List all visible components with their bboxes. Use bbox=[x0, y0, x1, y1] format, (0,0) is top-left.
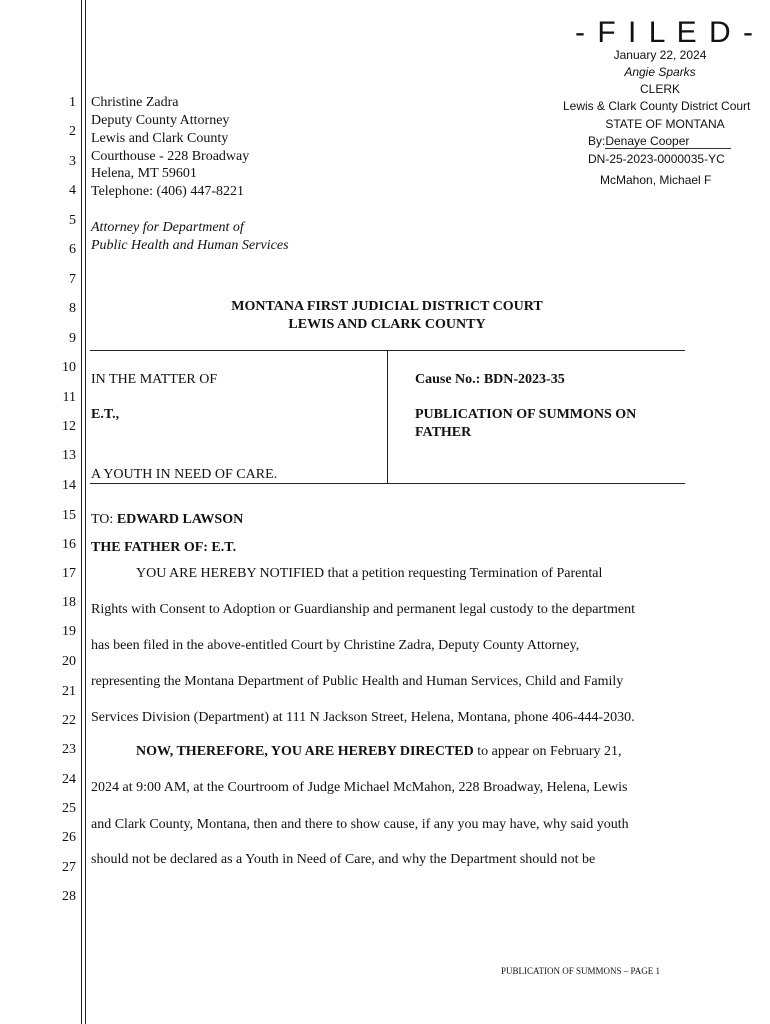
addressee bbox=[91, 511, 243, 529]
line-number: 28 bbox=[62, 889, 76, 904]
attorney-address2: Helena, MT 59601 bbox=[91, 166, 197, 181]
clerk-title: CLERK bbox=[639, 82, 680, 96]
clerk-judge: McMahon, Michael F bbox=[600, 173, 712, 187]
clerk-name: Angie Sparks bbox=[624, 65, 696, 79]
line-number: 12 bbox=[62, 419, 76, 434]
line-number: 19 bbox=[62, 624, 76, 639]
line-number: 5 bbox=[69, 213, 76, 228]
clerk-by bbox=[588, 134, 731, 148]
line-number: 18 bbox=[62, 595, 76, 610]
left-margin-rule-outer bbox=[81, 0, 82, 1024]
document-title-line1: PUBLICATION OF SUMMONS ON bbox=[415, 407, 637, 422]
line-number: 27 bbox=[62, 860, 76, 875]
attorney-for-line1: Attorney for Department of bbox=[91, 220, 244, 235]
left-margin-rule-inner bbox=[85, 0, 86, 1024]
addressee-relation: THE FATHER OF: E.T. bbox=[91, 540, 237, 555]
line-number: 25 bbox=[62, 801, 76, 816]
line-number: 3 bbox=[69, 154, 76, 169]
line-number: 13 bbox=[62, 448, 76, 463]
clerk-court: Lewis & Clark County District Court bbox=[563, 99, 751, 113]
attorney-office: Lewis and Clark County bbox=[91, 131, 229, 146]
line-number: 21 bbox=[62, 684, 76, 699]
page-footer: PUBLICATION OF SUMMONS – PAGE 1 bbox=[501, 966, 660, 976]
line-number: 22 bbox=[62, 713, 76, 728]
line-number: 9 bbox=[69, 331, 76, 346]
line-number: 14 bbox=[62, 478, 76, 493]
para2-directive: NOW, THEREFORE, YOU ARE HEREBY DIRECTED bbox=[136, 744, 474, 759]
clerk-state: STATE OF MONTANA bbox=[605, 117, 725, 131]
attorney-title: Deputy County Attorney bbox=[91, 113, 230, 128]
line-number: 2 bbox=[69, 124, 76, 139]
para2-line1-rest: to appear on February 21, bbox=[473, 744, 622, 759]
para2-line4: should not be declared as a Youth in Need of Care, and why the Department should not be bbox=[91, 852, 596, 867]
line-number: 8 bbox=[69, 301, 76, 316]
line-number: 17 bbox=[62, 566, 76, 581]
filed-heading: - F I L E D - bbox=[575, 16, 755, 49]
court-name: MONTANA FIRST JUDICIAL DISTRICT COURT bbox=[231, 299, 543, 314]
line-number: 16 bbox=[62, 537, 76, 552]
filed-date: January 22, 2024 bbox=[613, 48, 707, 62]
para1-line3: has been filed in the above-entitled Court by Christine Zadra, Deputy County Attorney, bbox=[91, 638, 580, 653]
para1-line4: representing the Montana Department of Public Health and Human Services, Child and Family bbox=[91, 674, 624, 689]
para2-line1 bbox=[136, 743, 621, 761]
para1-line2: Rights with Consent to Adoption or Guardianship and permanent legal custody to the department bbox=[91, 602, 635, 617]
caption-matter: IN THE MATTER OF bbox=[91, 372, 218, 387]
line-number: 15 bbox=[62, 508, 76, 523]
clerk-case-id: DN-25-2023-0000035-YC bbox=[588, 152, 725, 166]
line-number: 23 bbox=[62, 742, 76, 757]
line-number: 4 bbox=[69, 183, 76, 198]
attorney-phone: Telephone: (406) 447-8221 bbox=[91, 184, 244, 199]
line-number: 6 bbox=[69, 242, 76, 257]
line-number: 24 bbox=[62, 772, 76, 787]
para2-line3: and Clark County, Montana, then and there to show cause, if any you may have, why said youth bbox=[91, 817, 629, 832]
clerk-by-label: By: bbox=[588, 134, 606, 148]
court-county: LEWIS AND CLARK COUNTY bbox=[288, 317, 486, 332]
line-number: 10 bbox=[62, 360, 76, 375]
line-number: 7 bbox=[69, 272, 76, 287]
clerk-by-name: Denaye Cooper bbox=[605, 134, 731, 149]
line-number: 20 bbox=[62, 654, 76, 669]
line-number: 1 bbox=[69, 95, 76, 110]
caption-youth: A YOUTH IN NEED OF CARE. bbox=[91, 467, 278, 482]
document-title-line2: FATHER bbox=[415, 425, 472, 440]
caption-party: E.T., bbox=[91, 407, 120, 422]
para2-line2: 2024 at 9:00 AM, at the Courtroom of Judge Michael McMahon, 228 Broadway, Helena, Lewis bbox=[91, 780, 628, 795]
attorney-name: Christine Zadra bbox=[91, 95, 179, 110]
attorney-for-line2: Public Health and Human Services bbox=[91, 238, 289, 253]
addressee-label: TO: bbox=[91, 512, 117, 527]
para1-line5: Services Division (Department) at 111 N Jackson Street, Helena, Montana, phone 406-444-2030. bbox=[91, 710, 635, 725]
cause-number: Cause No.: BDN-2023-35 bbox=[415, 372, 565, 387]
line-number: 26 bbox=[62, 830, 76, 845]
caption-divider bbox=[387, 350, 388, 484]
line-number: 11 bbox=[62, 390, 76, 405]
attorney-address1: Courthouse - 228 Broadway bbox=[91, 149, 250, 164]
addressee-name: EDWARD LAWSON bbox=[116, 512, 244, 527]
para1-line1: YOU ARE HEREBY NOTIFIED that a petition requesting Termination of Parental bbox=[136, 566, 603, 581]
